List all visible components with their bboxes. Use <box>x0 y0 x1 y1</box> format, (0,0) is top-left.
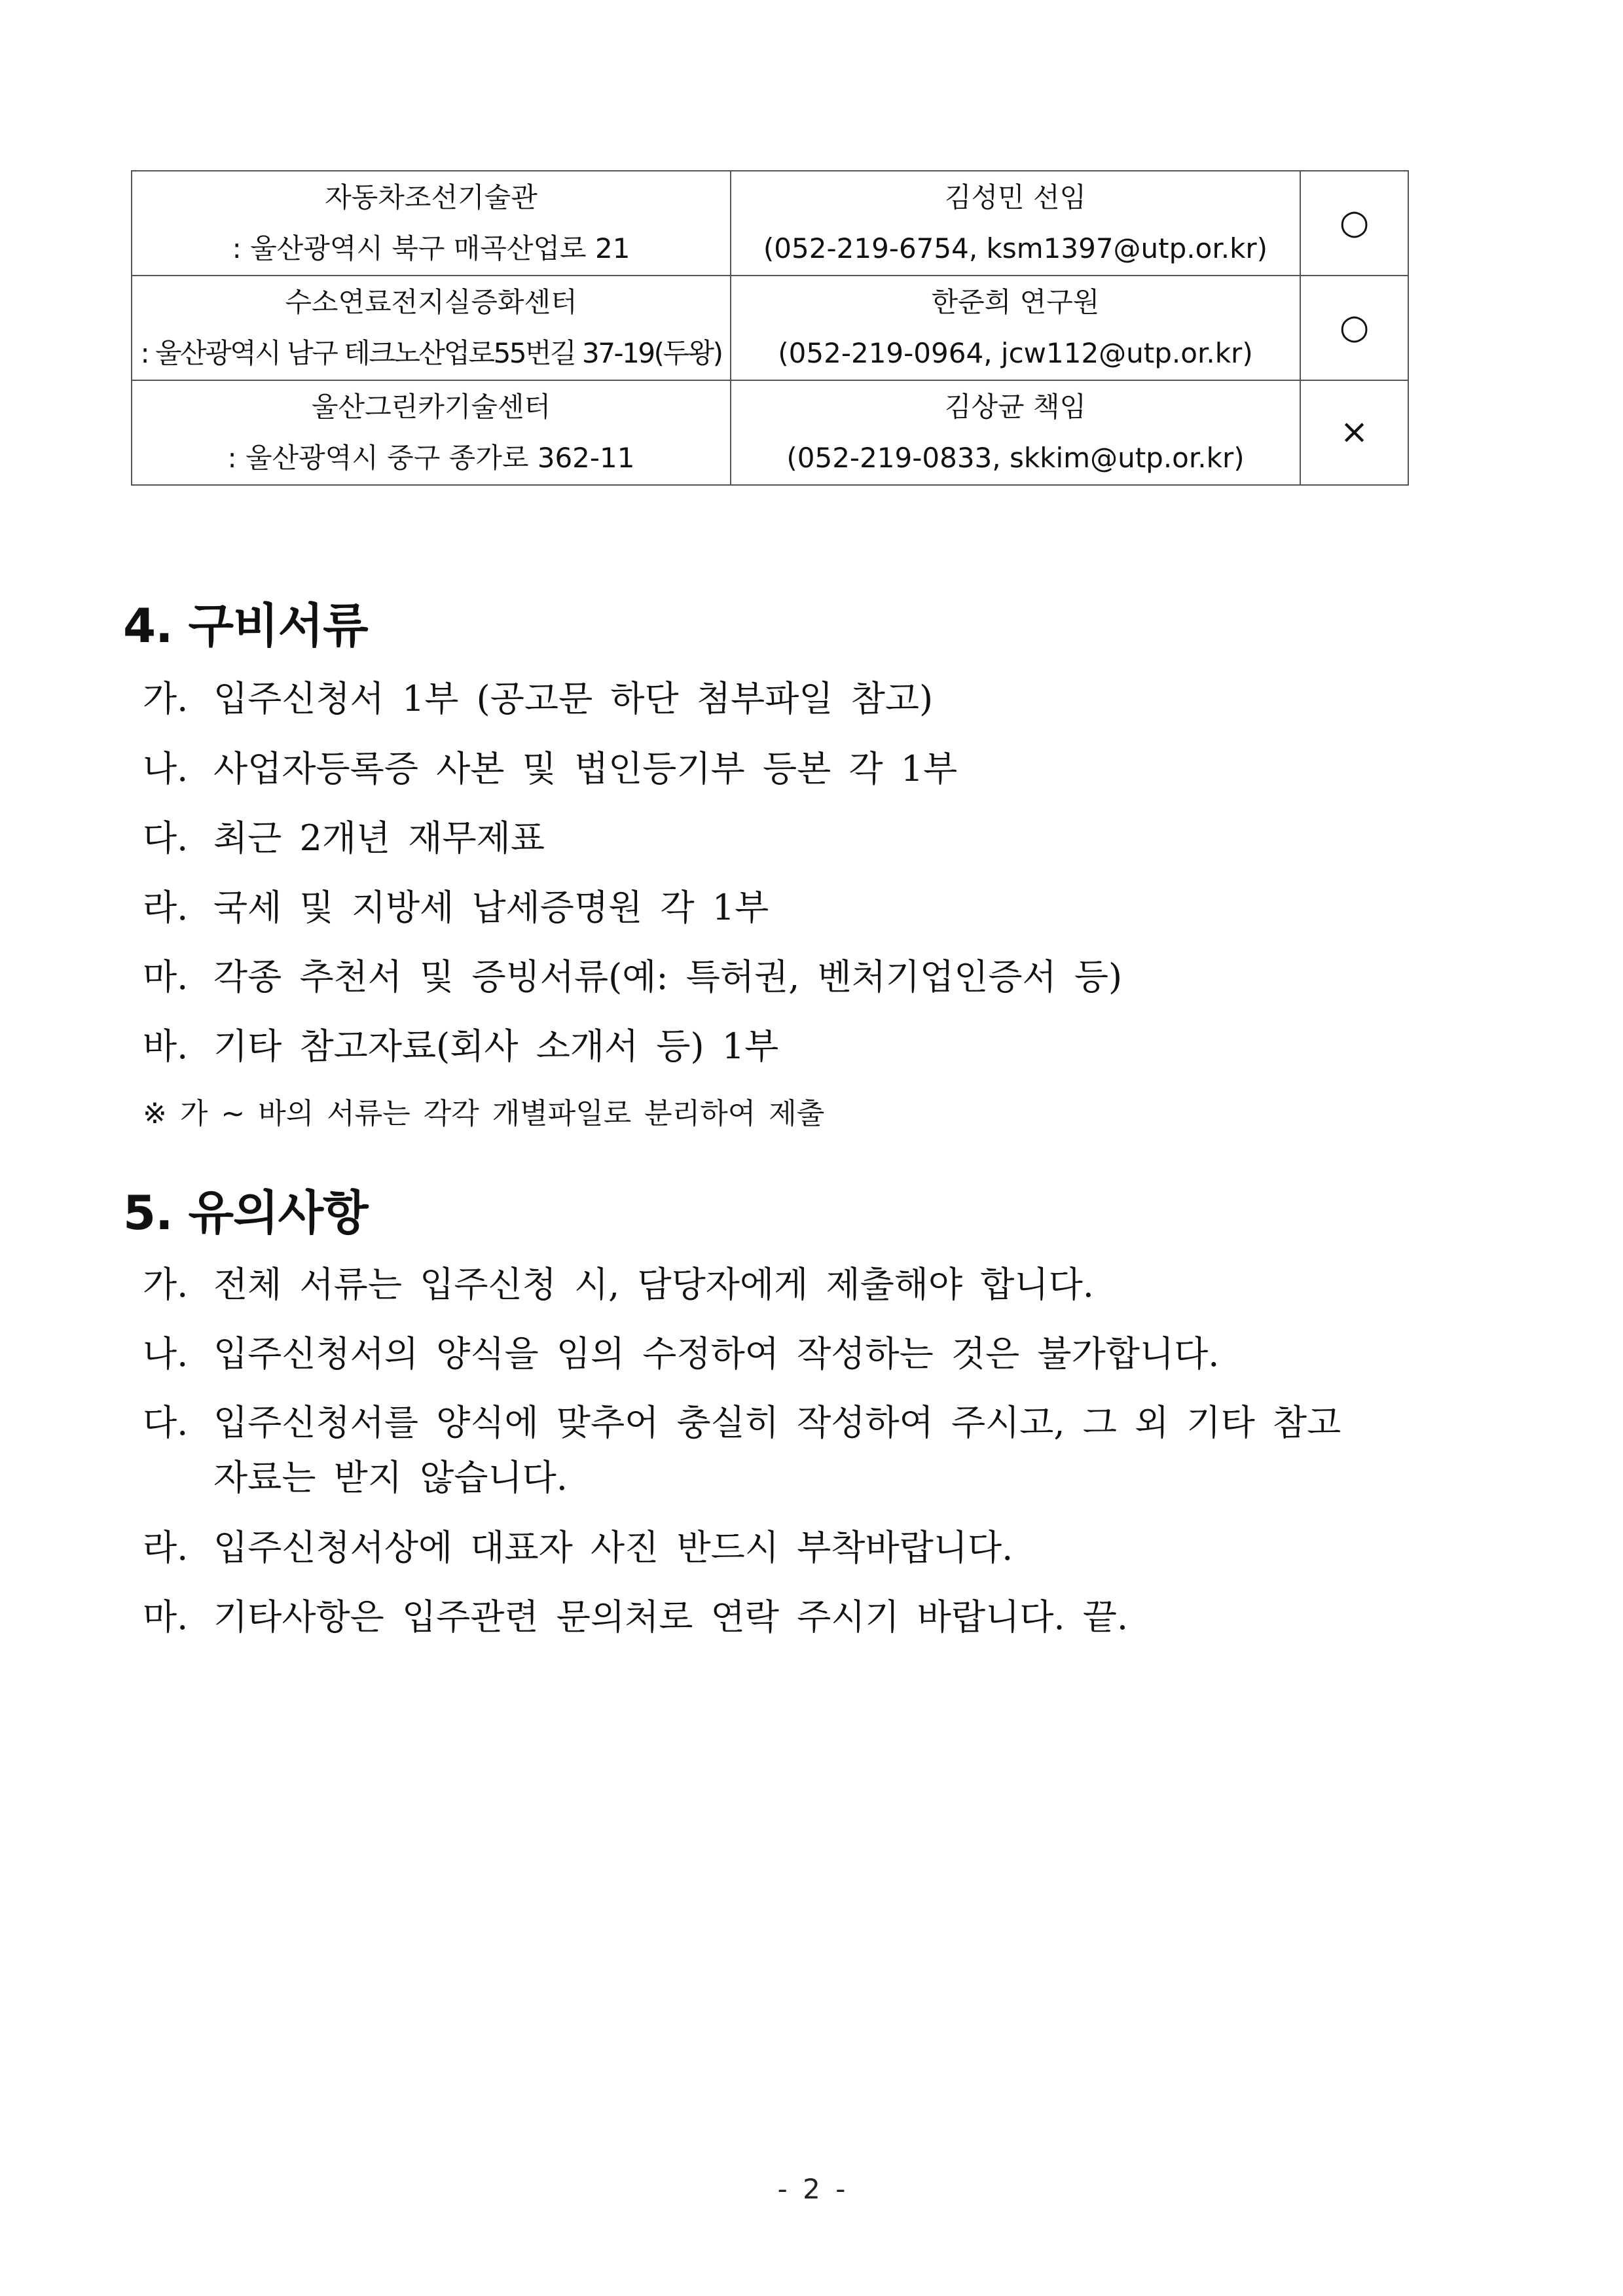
list-item-label: 나. <box>143 1333 189 1374</box>
list-item-label: 가. <box>143 678 189 719</box>
table-row <box>132 380 1408 485</box>
availability-mark: ○ <box>1339 202 1370 242</box>
table-row <box>132 171 1408 276</box>
availability-cell <box>1300 380 1408 485</box>
facility-name: 자동차조선기술관 <box>325 181 538 213</box>
list-item-label: 바. <box>143 1026 189 1067</box>
contact-info: (052-219-0964, jcw112@utp.or.kr) <box>778 337 1253 369</box>
list-item <box>143 810 1452 861</box>
availability-mark: × <box>1340 412 1369 452</box>
list-item <box>143 1018 1452 1069</box>
list-item-label: 다. <box>143 817 189 859</box>
list-item-label: 나. <box>143 748 189 789</box>
facility-cell <box>132 380 731 485</box>
list-item <box>143 741 1452 791</box>
availability-cell <box>1300 276 1408 380</box>
facility-name: 수소연료전지실증화센터 <box>285 286 577 318</box>
contact-person: 한준희 연구원 <box>931 286 1100 318</box>
list-item-label: 마. <box>143 1596 189 1638</box>
list-item <box>143 1589 1452 1640</box>
facility-cell <box>132 171 731 276</box>
list-item-text: 각종 추천서 및 증빙서류(예: 특허권, 벤처기업인증서 등) <box>213 956 1123 997</box>
list-item-label: 라. <box>143 887 189 928</box>
list-item-label: 가. <box>143 1264 189 1305</box>
section-heading-notices: 5. 유의사항 <box>123 1185 368 1240</box>
table-row <box>132 276 1408 380</box>
list-item-text: 입주신청서상에 대표자 사진 반드시 부착바랍니다. <box>213 1527 1013 1568</box>
list-item-text: 국세 및 지방세 납세증명원 각 1부 <box>213 887 769 928</box>
list-item-text: 기타 참고자료(회사 소개서 등) 1부 <box>213 1026 779 1067</box>
facility-address: : 울산광역시 북구 매곡산업로 21 <box>232 232 630 264</box>
list-item-text: 기타사항은 입주관련 문의처로 연락 주시기 바랍니다. 끝. <box>213 1596 1129 1638</box>
contacts-table <box>131 170 1409 486</box>
list-item <box>143 880 1452 930</box>
contact-cell <box>731 380 1300 485</box>
availability-cell <box>1300 171 1408 276</box>
list-item <box>143 1520 1452 1570</box>
list-item-text-continued: 자료는 받지 않습니다. <box>213 1457 568 1498</box>
list-item-text: 입주신청서 1부 (공고문 하단 첨부파일 참고) <box>213 678 934 719</box>
list-item-text: 입주신청서를 양식에 맞추어 충실히 작성하여 주시고, 그 외 기타 참고 <box>213 1402 1341 1443</box>
contact-person: 김상균 책임 <box>944 391 1087 423</box>
contact-info: (052-219-6754, ksm1397@utp.or.kr) <box>763 232 1268 264</box>
facility-cell <box>132 276 731 380</box>
list-item-label: 라. <box>143 1527 189 1568</box>
facility-address: : 울산광역시 중구 종가로 362-11 <box>227 442 635 474</box>
list-item-text: 입주신청서의 양식을 임의 수정하여 작성하는 것은 불가합니다. <box>213 1333 1220 1374</box>
list-item-text: 사업자등록증 사본 및 법인등기부 등본 각 1부 <box>213 748 958 789</box>
list-item-text: 최근 2개년 재무제표 <box>213 817 545 859</box>
list-item-label: 다. <box>143 1402 189 1443</box>
contact-info: (052-219-0833, skkim@utp.or.kr) <box>786 442 1245 474</box>
list-item <box>143 1395 1452 1505</box>
list-item-label: 마. <box>143 956 189 997</box>
page-number: - 2 - <box>777 2173 846 2205</box>
contact-cell <box>731 276 1300 380</box>
facility-name: 울산그린카기술센터 <box>311 391 551 423</box>
list-item <box>143 671 1452 721</box>
section-heading-documents: 4. 구비서류 <box>123 598 368 653</box>
submission-note: ※ 가 ~ 바의 서류는 각각 개별파일로 분리하여 제출 <box>143 1097 825 1130</box>
list-item <box>143 1326 1452 1376</box>
list-item-text: 전체 서류는 입주신청 시, 담당자에게 제출해야 합니다. <box>213 1264 1094 1305</box>
contact-person: 김성민 선임 <box>944 181 1087 213</box>
list-item <box>143 1257 1452 1307</box>
availability-mark: ○ <box>1339 307 1370 347</box>
list-item <box>143 949 1452 999</box>
contact-cell <box>731 171 1300 276</box>
facility-address: : 울산광역시 남구 테크노산업로55번길 37-19(두왕) <box>140 337 722 369</box>
